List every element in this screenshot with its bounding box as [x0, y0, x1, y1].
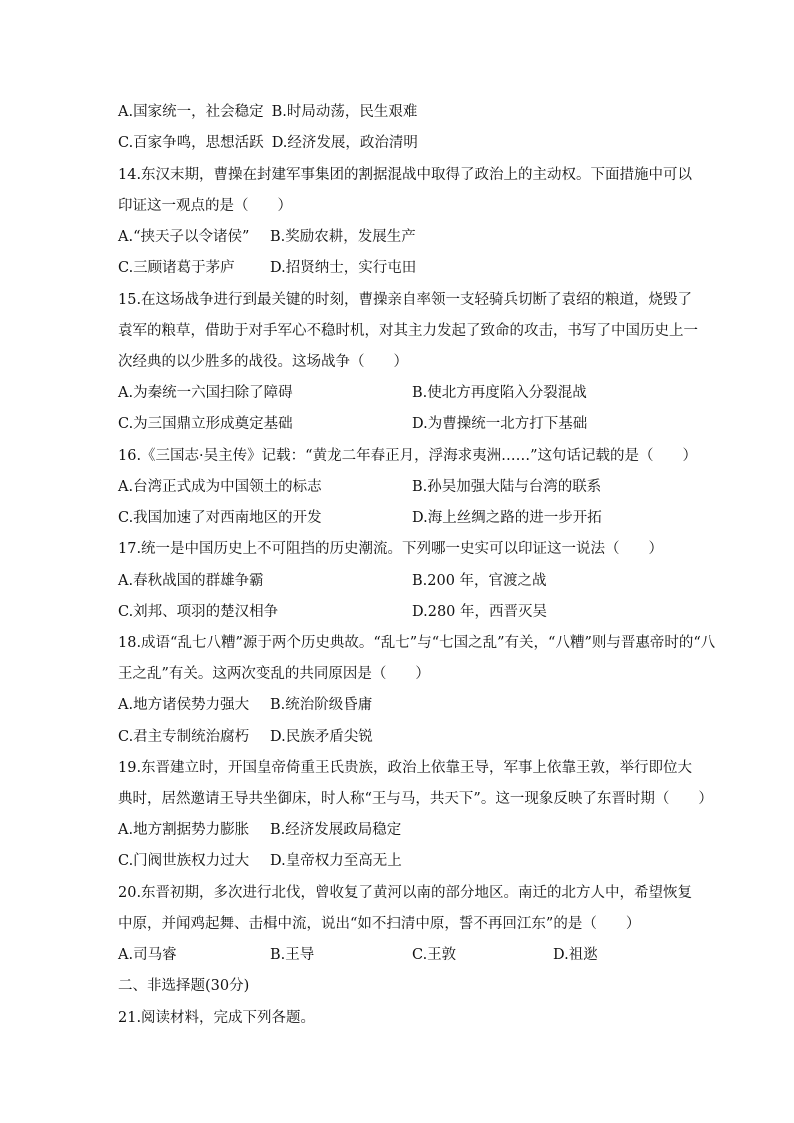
section-heading: 二、非选择题(30分) [118, 978, 250, 994]
q15-stem-line-1: 15.在这场战争进行到最关键的时刻，曹操亲自率领一支轻骑兵切断了袁绍的粮道，烧毁了 [118, 292, 693, 308]
q19-option-d: D.皇帝权力至高无上 [270, 853, 402, 869]
q15-option-b: B.使北方再度陷入分裂混战 [412, 385, 587, 401]
q13-option-b: B.时局动荡，民生艰难 [271, 104, 418, 120]
q15-option-a: A.为秦统一六国扫除了障碍 [118, 385, 293, 401]
q16-option-d: D.海上丝绸之路的进一步开拓 [412, 510, 602, 526]
q15-stem-line-3: 次经典的以少胜多的战役。这场战争（ ） [118, 354, 408, 370]
q20-stem-line-1: 20.东晋初期，多次进行北伐，曾收复了黄河以南的部分地区。南迁的北方人中，希望恢复 [118, 885, 693, 901]
q14-option-c: C.三顾诸葛于茅庐 [118, 260, 235, 276]
q14-option-d: D.招贤纳士，实行屯田 [270, 260, 417, 276]
q18-option-b: B.统治阶级昏庸 [270, 697, 373, 713]
q18-stem-line-1: 18.成语“乱七八糟”源于两个历史典故。“乱七”与“七国之乱”有关，“八糟”则与晋惠帝时的“八 [118, 635, 716, 651]
q16-option-a: A.台湾正式成为中国领土的标志 [118, 479, 322, 495]
q18-stem-line-2: 王之乱”有关。这两次变乱的共同原因是（ ） [118, 666, 430, 682]
q15-stem-line-2: 袁军的粮草，借助于对手军心不稳时机，对其主力发起了致命的攻击，书写了中国历史上一 [118, 323, 698, 339]
q16-option-b: B.孙吴加强大陆与台湾的联系 [412, 479, 602, 495]
q15-option-d: D.为曹操统一北方打下基础 [412, 416, 588, 432]
q20-option-a: A.司马睿 [118, 947, 177, 963]
q18-option-a: A.地方诸侯势力强大 [118, 697, 250, 713]
q18-option-d: D.民族矛盾尖锐 [270, 729, 373, 745]
q16-option-c: C.我国加速了对西南地区的开发 [118, 510, 322, 526]
q13-options-row-1 [118, 102, 417, 122]
q13-options-row-2 [118, 133, 418, 153]
q19-option-c: C.门阀世族权力过大 [118, 853, 250, 869]
q17-option-c: C.刘邦、项羽的楚汉相争 [118, 604, 279, 620]
q21-stem-line-1: 21.阅读材料，完成下列各题。 [118, 1010, 316, 1026]
q17-option-a: A.春秋战国的群雄争霸 [118, 573, 264, 589]
q19-option-b: B.经济发展政局稳定 [270, 822, 402, 838]
q14-option-b: B.奖励农耕，发展生产 [270, 229, 416, 245]
q19-stem-line-1: 19.东晋建立时，开国皇帝倚重王氏贵族，政治上依靠王导，军事上依靠王敦，举行即位大 [118, 760, 693, 776]
q20-option-c: C.王敦 [412, 947, 457, 963]
q16-stem-line-1: 16.《三国志·吴主传》记载：“黄龙二年春正月，浮海求夷洲……”这句话记载的是（ ） [118, 448, 697, 464]
q17-option-b: B.200 年，官渡之战 [412, 573, 547, 589]
q19-stem-line-2: 典时，居然邀请王导共坐御床，时人称“王与马，共天下”。这一现象反映了东晋时期（ ） [118, 791, 713, 807]
q14-stem-line-1: 14.东汉末期，曹操在封建军事集团的割据混战中取得了政治上的主动权。下面措施中可以 [118, 167, 693, 183]
q15-option-c: C.为三国鼎立形成奠定基础 [118, 416, 293, 432]
q17-stem-line-1: 17.统一是中国历史上不可阻挡的历史潮流。下列哪一史实可以印证这一说法（ ） [118, 541, 664, 557]
q13-option-a: A.国家统一，社会稳定 [118, 104, 264, 120]
q14-stem-line-2: 印证这一观点的是（ ） [118, 198, 292, 214]
q17-option-d: D.280 年，西晋灭吴 [412, 604, 548, 620]
q14-option-a: A.“挟天子以令诸侯” [118, 229, 250, 245]
q13-option-c: C.百家争鸣，思想活跃 [118, 135, 264, 151]
q13-option-d: D.经济发展，政治清明 [271, 135, 418, 151]
q19-option-a: A.地方割据势力膨胀 [118, 822, 250, 838]
q18-option-c: C.君主专制统治腐朽 [118, 729, 250, 745]
q20-option-b: B.王导 [270, 947, 315, 963]
q20-option-d: D.祖逖 [553, 947, 598, 963]
q20-stem-line-2: 中原，并闻鸡起舞、击楫中流，说出“如不扫清中原，誓不再回江东”的是（ ） [118, 916, 641, 932]
